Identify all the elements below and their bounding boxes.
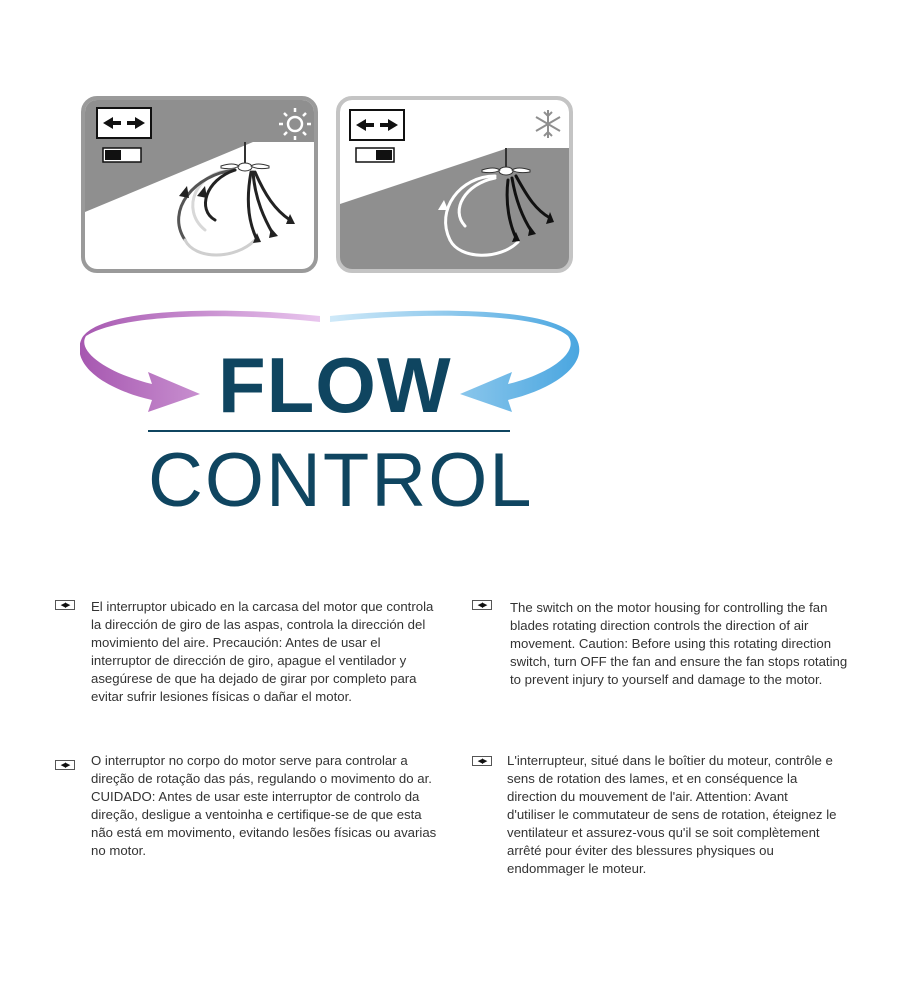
airflow-arrows — [179, 170, 295, 255]
instructions-spanish-text: El interruptor ubicado en la carcasa del motor que controla la dirección de giro de las aspas, controla la dirección del movimiento del aire. Precaución: Antes de usar el interruptor de dirección de giro, apague el ventilador y asegúrese de que ha dejado de girar por completo para evitar sufrir lesiones físicas o dañar el motor. — [91, 599, 434, 704]
airflow-arrows — [438, 176, 554, 255]
winter-mode-panel — [336, 96, 573, 273]
switch-arrows-icon: ◀▶ — [55, 760, 75, 770]
instructions-spanish — [91, 598, 441, 706]
switch-arrows-icon: ◀▶ — [472, 756, 492, 766]
instructions-french-text: L'interrupteur, situé dans le boîtier du moteur, contrôle e sens de rotation des lames, et en conséquence la direction du mouvement de l'air. Attention: Avant d'utiliser le commutateur de sens de rotation, éteignez le ventilateur et assurez-vous qu'il se soit complètement arrêté pour éviter des blessures physiques ou endommager le moteur. — [507, 753, 837, 876]
switch-arrows-icon: ◀▶ — [472, 600, 492, 610]
instructions-english-text: The switch on the motor housing for controlling the fan blades rotating direction controls the direction of air movement. Caution: Before using this rotating direction switch, turn OFF the fan and ensure the fan stops rotating to prevent injury to yourself and damage to the motor. — [510, 600, 848, 687]
instructions-english — [510, 599, 855, 689]
summer-mode-panel — [81, 96, 318, 273]
instructions-french — [507, 752, 837, 878]
logo-control-text: CONTROL — [148, 438, 534, 523]
logo-flow-text: FLOW — [218, 341, 452, 429]
logo-divider — [148, 430, 510, 432]
switch-arrows-icon: ◀▶ — [55, 600, 75, 610]
instructions-portuguese-text: O interruptor no corpo do motor serve para controlar a direção de rotação das pás, regulando o movimento do ar. CUIDADO: Antes de usar este interruptor de controlo da direção, desligue a ventoinha e certifique-se de que esta não está em movimento, evitando lesões físicas ou avarias no motor. — [91, 753, 437, 858]
instructions-portuguese — [91, 752, 446, 860]
